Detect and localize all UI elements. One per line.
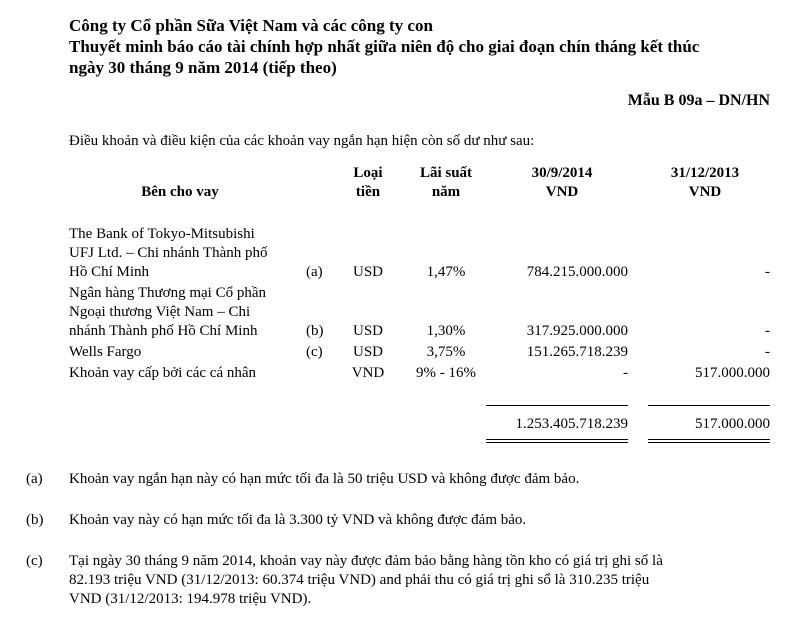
amount-2014-cell: 317.925.000.000 [526, 323, 628, 339]
header-currency: Loại [353, 165, 383, 181]
total-rule-2014 [486, 405, 628, 406]
header-col-2014-unit: VND [545, 184, 579, 200]
lender-name: Hồ Chí Minh [69, 264, 150, 280]
report-title-line2: ngày 30 tháng 9 năm 2014 (tiếp theo) [69, 58, 337, 77]
amount-2013-cell: - [765, 323, 770, 339]
currency-cell: USD [352, 264, 383, 280]
footnote-text: Khoản vay ngắn hạn này có hạn mức tối đa là 50 triệu USD và không được đảm bảo. [69, 471, 580, 487]
report-title: Thuyết minh báo cáo tài chính hợp nhất giữa niên độ cho giai đoạn chín tháng kết thúc [69, 37, 700, 56]
header-rate: Lãi suất [419, 165, 473, 181]
lender-name: nhánh Thành phố Hồ Chí Minh [69, 323, 258, 339]
footnote-text: Tại ngày 30 tháng 9 năm 2014, khoản vay này được đảm bảo bằng hàng tồn kho có giá trị ghi sổ là [69, 553, 663, 569]
amount-2013-cell: 517.000.000 [695, 365, 770, 381]
lender-name: Khoản vay cấp bởi các cá nhân [69, 365, 257, 381]
lender-name: Wells Fargo [69, 344, 142, 360]
intro-text: Điều khoản và điều kiện của các khoản vay ngắn hạn hiện còn số dư như sau: [69, 133, 535, 149]
footnote-text: 82.193 triệu VND (31/12/2013: 60.374 triệu VND) and phải thu có giá trị ghi sổ là 310.235 triệu [69, 572, 650, 588]
rate-cell: 3,75% [426, 344, 466, 360]
header-currency-2: tiền [355, 184, 381, 200]
note-ref: (a) [306, 264, 323, 280]
amount-2013-cell: - [765, 344, 770, 360]
rate-cell: 1,47% [426, 264, 466, 280]
header-col-2013: 31/12/2013 [670, 165, 740, 181]
amount-2014-cell: - [623, 365, 628, 381]
lender-name: The Bank of Tokyo-Mitsubishi [69, 226, 255, 242]
total-2013: 517.000.000 [695, 416, 770, 432]
lender-name: Ngân hàng Thương mại Cổ phần [69, 285, 267, 301]
footnote-text: Khoản vay này có hạn mức tối đa là 3.300 tỷ VND và không được đảm bảo. [69, 512, 527, 528]
double-rule-2014-a [486, 439, 628, 440]
currency-cell: USD [352, 344, 383, 360]
double-rule-2014-b [486, 442, 628, 443]
double-rule-2013-a [648, 439, 770, 440]
footnote-text: VND (31/12/2013: 194.978 triệu VND). [69, 591, 312, 607]
total-2014: 1.253.405.718.239 [515, 416, 628, 432]
header-lender: Bên cho vay [141, 184, 219, 200]
header-col-2014: 30/9/2014 [531, 165, 593, 181]
double-rule-2013-b [648, 442, 770, 443]
footnote-label: (a) [26, 471, 43, 487]
total-rule-2013 [648, 405, 770, 406]
footnote-label: (b) [26, 512, 44, 528]
note-ref: (c) [306, 344, 323, 360]
header-rate-2: năm [431, 184, 461, 200]
amount-2014-cell: 151.265.718.239 [526, 344, 628, 360]
company-name: Công ty Cổ phần Sữa Việt Nam và các công ty con [69, 16, 433, 35]
amount-2014-cell: 784.215.000.000 [526, 264, 628, 280]
currency-cell: USD [352, 323, 383, 339]
lender-name: Ngoại thương Việt Nam – Chi [69, 304, 251, 320]
header-col-2013-unit: VND [688, 184, 722, 200]
footnote-label: (c) [26, 553, 43, 569]
lender-name: UFJ Ltd. – Chi nhánh Thành phố [69, 245, 268, 261]
form-number: Mẫu B 09a – DN/HN [627, 92, 770, 109]
amount-2013-cell: - [765, 264, 770, 280]
note-ref: (b) [306, 323, 324, 339]
rate-cell: 1,30% [426, 323, 466, 339]
rate-cell: 9% - 16% [416, 365, 476, 381]
currency-cell: VND [351, 365, 385, 381]
